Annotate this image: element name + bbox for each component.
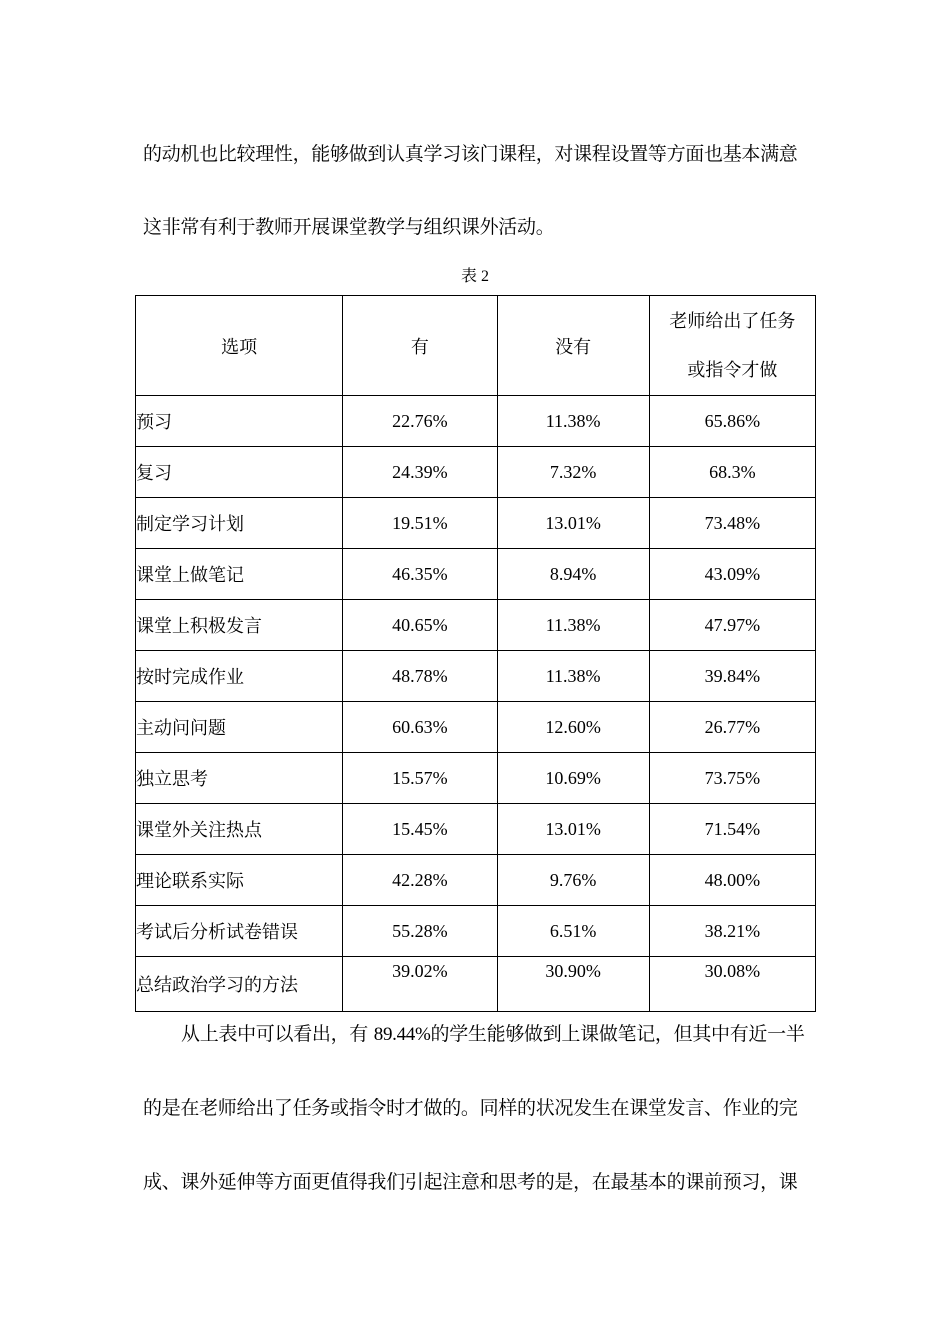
cell-no: 13.01% — [497, 804, 649, 855]
cell-no: 6.51% — [497, 906, 649, 957]
cell-yes: 48.78% — [343, 651, 497, 702]
table-row — [136, 396, 816, 447]
cell-assigned: 68.3% — [649, 447, 815, 498]
cell-assigned: 73.48% — [649, 498, 815, 549]
table-row — [136, 804, 816, 855]
cell-yes: 24.39% — [343, 447, 497, 498]
cell-yes: 40.65% — [343, 600, 497, 651]
text-run-number: 89.44% — [373, 1024, 431, 1045]
cell-yes: 22.76% — [343, 396, 497, 447]
table-header-row — [136, 296, 816, 396]
table-row — [136, 498, 816, 549]
header-assigned-line1: 老师给出了任务 — [669, 310, 796, 332]
cell-no: 11.38% — [497, 600, 649, 651]
cell-item: 总结政治学习的方法 — [136, 957, 343, 1012]
cell-item: 考试后分析试卷错误 — [136, 906, 343, 957]
table-row — [136, 855, 816, 906]
cell-no: 13.01% — [497, 498, 649, 549]
cell-assigned: 26.77% — [649, 702, 815, 753]
cell-no: 30.90% — [497, 957, 649, 1012]
table-row — [136, 600, 816, 651]
cell-yes: 15.45% — [343, 804, 497, 855]
cell-yes: 42.28% — [343, 855, 497, 906]
cell-no: 8.94% — [497, 549, 649, 600]
cell-item: 课堂上积极发言 — [136, 600, 343, 651]
cell-item: 课堂外关注热点 — [136, 804, 343, 855]
paragraph-line: 的动机也比较理性，能够做到认真学习该门课程，对课程设置等方面也基本满意 — [143, 143, 798, 165]
cell-yes: 55.28% — [343, 906, 497, 957]
cell-item: 课堂上做笔记 — [136, 549, 343, 600]
header-option: 选项 — [136, 296, 343, 396]
cell-item: 主动问问题 — [136, 702, 343, 753]
header-assigned-line2: 或指令才做 — [687, 359, 778, 381]
cell-yes: 39.02% — [343, 957, 497, 1012]
cell-item: 预习 — [136, 396, 343, 447]
cell-item: 理论联系实际 — [136, 855, 343, 906]
paragraph-line: 这非常有利于教师开展课堂教学与组织课外活动。 — [143, 216, 555, 238]
paragraph-line — [181, 1019, 805, 1046]
cell-item: 制定学习计划 — [136, 498, 343, 549]
cell-yes: 15.57% — [343, 753, 497, 804]
cell-yes: 19.51% — [343, 498, 497, 549]
cell-assigned: 39.84% — [649, 651, 815, 702]
cell-no: 12.60% — [497, 702, 649, 753]
cell-no: 7.32% — [497, 447, 649, 498]
cell-item: 按时完成作业 — [136, 651, 343, 702]
cell-assigned: 71.54% — [649, 804, 815, 855]
cell-no: 11.38% — [497, 396, 649, 447]
header-assigned — [649, 296, 815, 396]
cell-assigned: 73.75% — [649, 753, 815, 804]
table-row — [136, 651, 816, 702]
text-run: 的学生能够做到上课做笔记，但其中有近一半 — [430, 1023, 805, 1045]
table-row — [136, 957, 816, 1012]
table-row — [136, 702, 816, 753]
table-row — [136, 549, 816, 600]
cell-item: 独立思考 — [136, 753, 343, 804]
cell-assigned: 47.97% — [649, 600, 815, 651]
cell-no: 10.69% — [497, 753, 649, 804]
table-row — [136, 906, 816, 957]
cell-assigned: 48.00% — [649, 855, 815, 906]
header-yes: 有 — [343, 296, 497, 396]
cell-yes: 60.63% — [343, 702, 497, 753]
cell-yes: 46.35% — [343, 549, 497, 600]
header-no: 没有 — [497, 296, 649, 396]
text-run: 从上表中可以看出，有 — [181, 1023, 374, 1045]
paragraph-line: 的是在老师给出了任务或指令时才做的。同样的状况发生在课堂发言、作业的完 — [143, 1097, 798, 1119]
cell-assigned: 30.08% — [649, 957, 815, 1012]
cell-no: 11.38% — [497, 651, 649, 702]
table-caption: 表 2 — [460, 268, 489, 285]
cell-assigned: 43.09% — [649, 549, 815, 600]
paragraph-line: 成、课外延伸等方面更值得我们引起注意和思考的是，在最基本的课前预习，课 — [143, 1171, 798, 1193]
cell-no: 9.76% — [497, 855, 649, 906]
survey-table — [135, 295, 816, 1012]
table-row — [136, 753, 816, 804]
cell-assigned: 38.21% — [649, 906, 815, 957]
cell-assigned: 65.86% — [649, 396, 815, 447]
cell-item: 复习 — [136, 447, 343, 498]
table-row — [136, 447, 816, 498]
